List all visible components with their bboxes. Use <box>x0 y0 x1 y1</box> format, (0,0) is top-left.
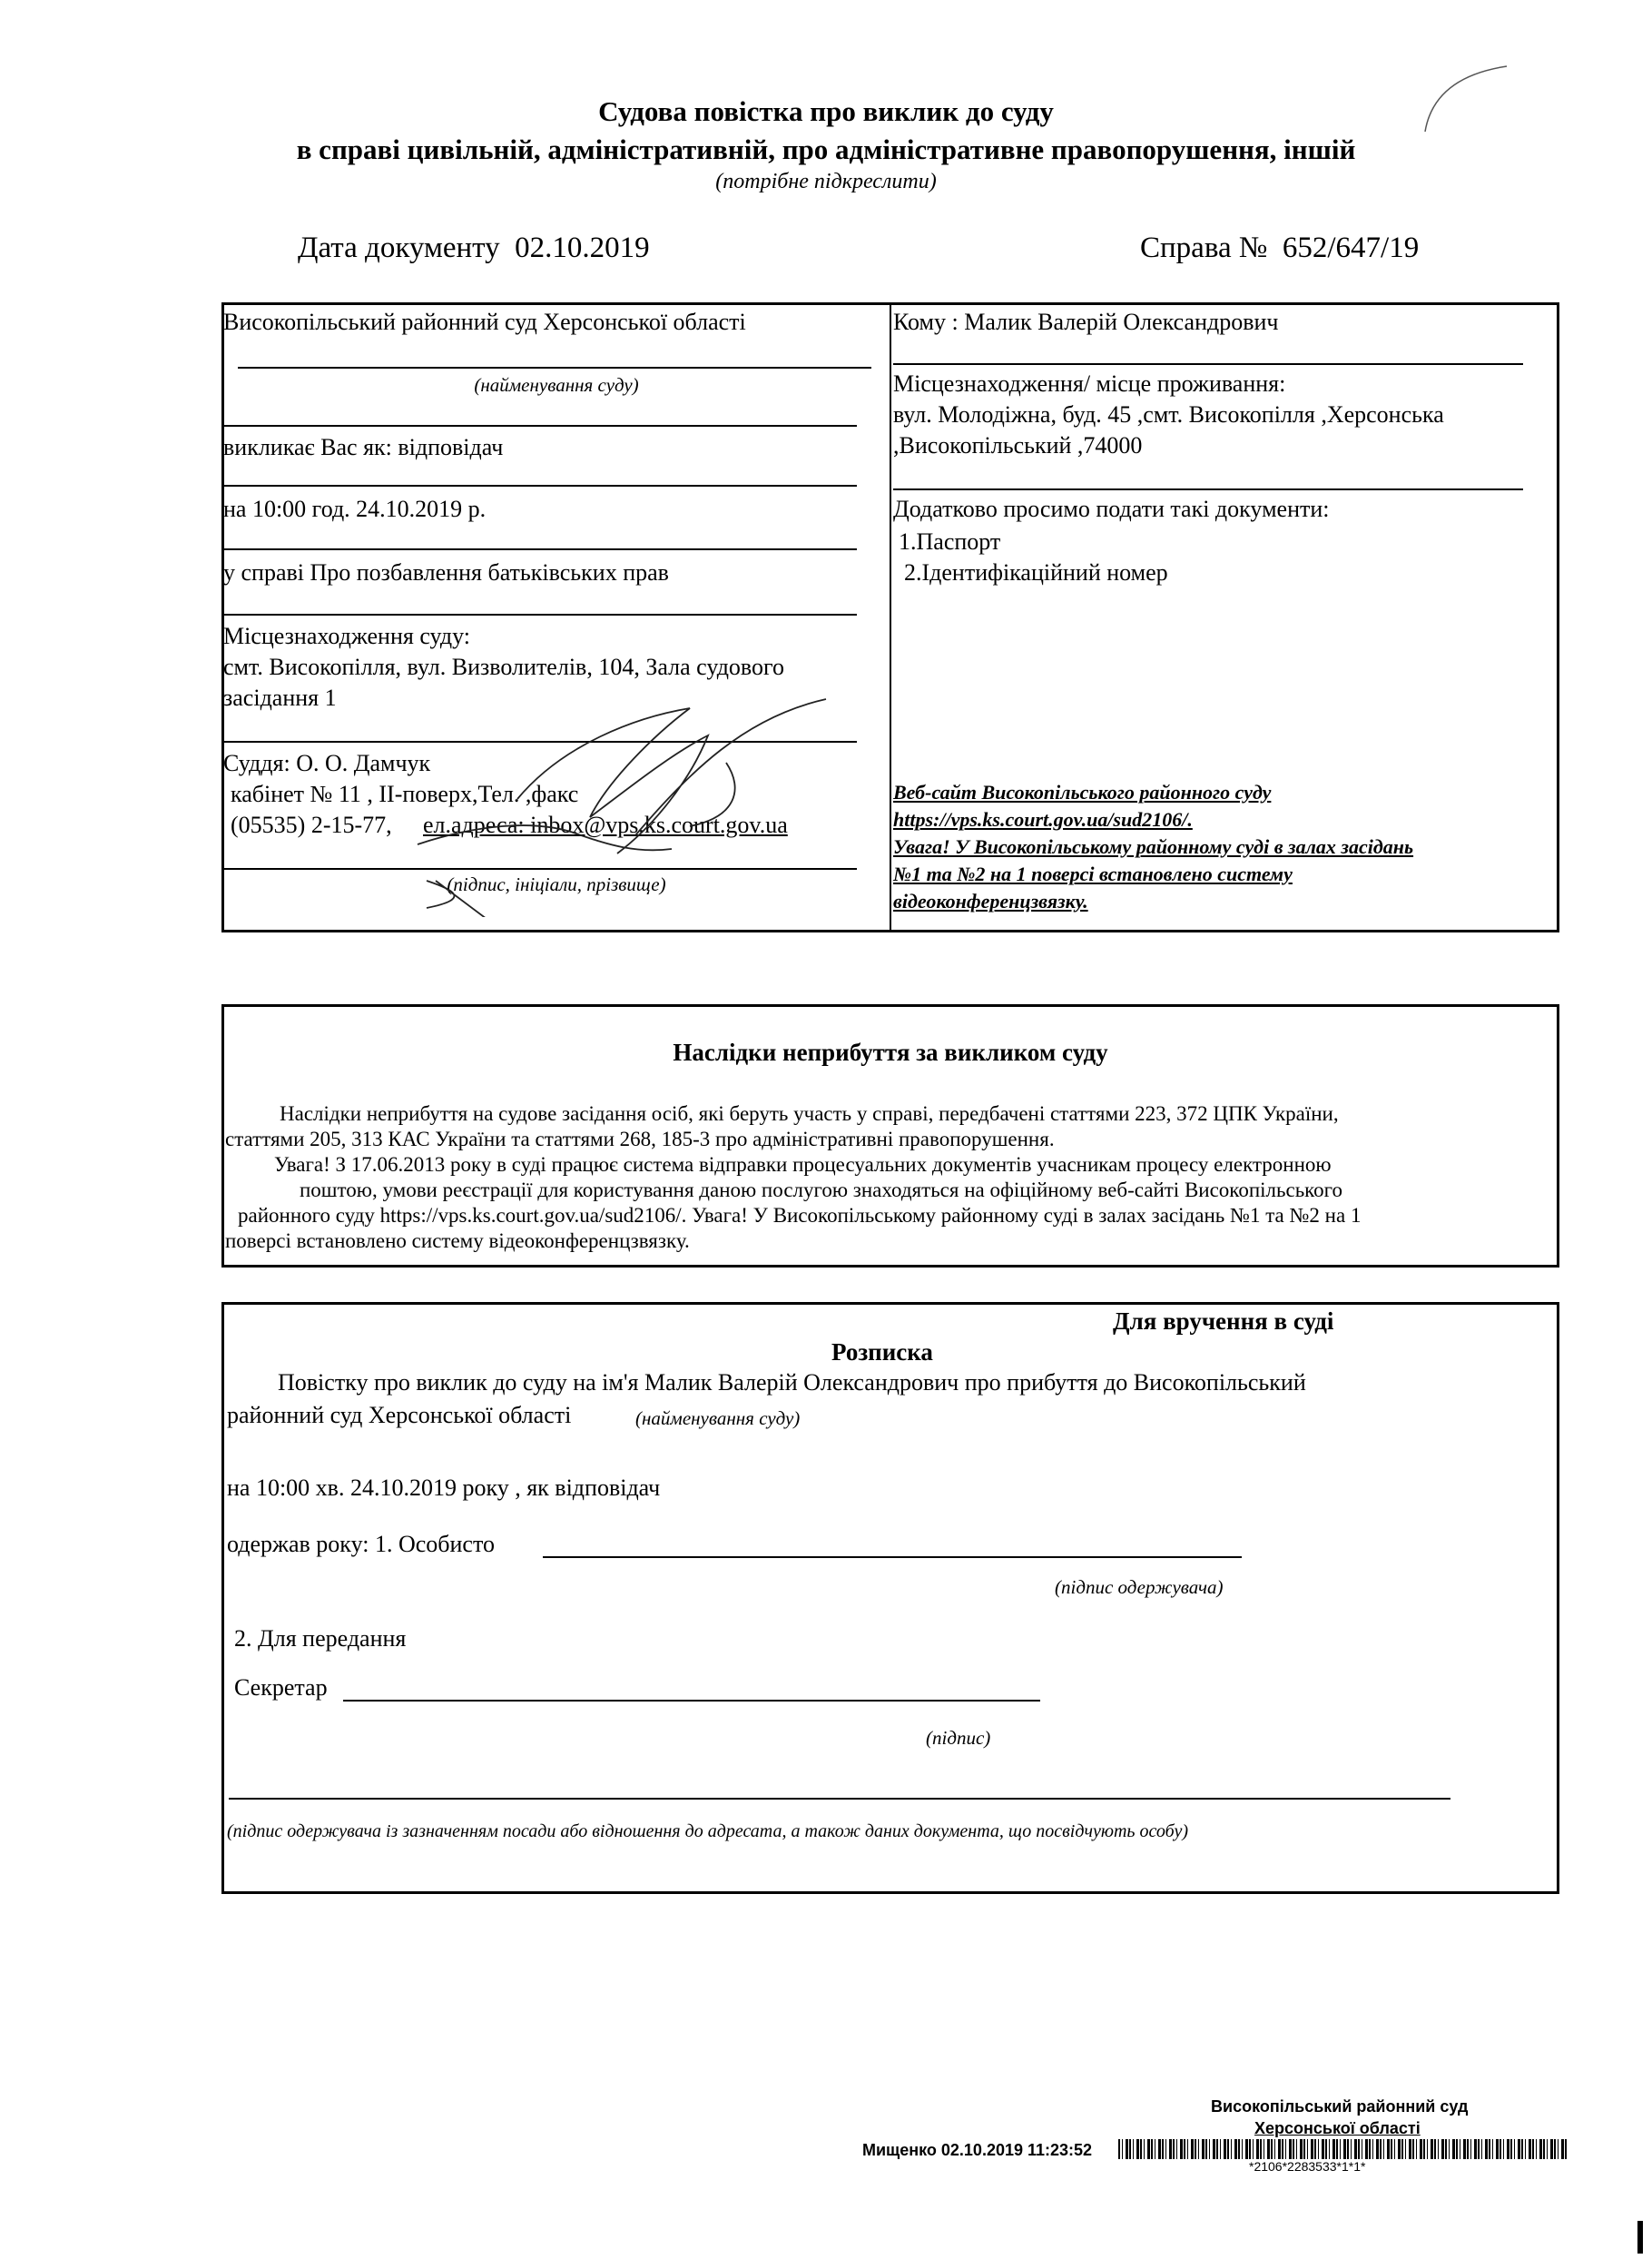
secretary-label: Секретар <box>234 1674 328 1701</box>
page-edge-mark <box>1637 2221 1643 2254</box>
receipt-line1: Повістку прo виклик до суду на ім'я Малик Валерій Олександрович про прибуття дo Високопільський <box>278 1369 1306 1396</box>
receipt-heading: Розписка <box>831 1338 933 1366</box>
video-notice-2: №1 та №2 на 1 поверсі встановлено систему <box>893 863 1293 885</box>
rule <box>543 1556 1242 1558</box>
recipient-sign-note: (підпис одержувача) <box>1055 1576 1224 1598</box>
court-name-note: (найменування суду) <box>474 374 639 396</box>
rule <box>893 488 1523 490</box>
video-notice-1: Увага! У Високопільському районному суді в залах засідань <box>893 835 1414 858</box>
rule <box>223 614 857 616</box>
consequences-line4: поштою, умови реєстрації для користування даною послугою знаходяться на офіційному веб-сайті Високопільського <box>300 1179 1343 1201</box>
receipt-line2: районний суд Херсонської області <box>227 1402 572 1428</box>
barcode-text: *2106*2283533*1*1* <box>1249 2159 1366 2174</box>
receipt-bottom-note: (підпис одержувача із зазначенням посади або відношення до адресата, а також даних документа, що посвідчують особу) <box>227 1821 1188 1841</box>
court-location-label: Місцезнаходження суду: <box>223 623 470 649</box>
title-line-1: Судова повістка про виклик до суду <box>598 95 1054 127</box>
court-name: Високопільський районний суд Херсонської області <box>223 309 746 335</box>
case-label: Справа № <box>1140 232 1268 264</box>
court-phone: (05535) 2-15-77, <box>231 812 392 838</box>
title-line-2: в справі цивільній, адміністративній, про адміністративне правопорушення, іншій <box>296 133 1356 165</box>
website-label: Веб-сайт Високопільського районного суду <box>893 781 1272 804</box>
date-label: Дата документу <box>298 232 500 264</box>
rule <box>223 425 857 427</box>
case-number <box>1140 232 1419 265</box>
judge-name: Суддя: О. О. Дамчук <box>223 750 431 776</box>
consequences-line3: Увага! З 17.06.2013 року в суді працює система відправки процесуальних документів учасникам процесу електронною <box>274 1153 1332 1176</box>
consequences-line2: статтями 205, 313 КАС України та статтями 268, 185-3 про адміністративні правопорушення. <box>225 1128 1055 1150</box>
receipt-line2-note: (найменування суду) <box>635 1407 801 1429</box>
called-as: викликає Вас як: відповідач <box>223 434 504 460</box>
summons-divider <box>890 304 891 931</box>
court-email: ел.адреса: inbox@vps.ks.court.gov.ua <box>423 812 788 838</box>
recipient-name: Кому : Малик Валерій Олександрович <box>893 309 1279 335</box>
consequences-heading: Наслідки неприбуття за викликом суду <box>673 1039 1108 1066</box>
video-notice-3: відеоконференцзвязку. <box>893 890 1088 912</box>
underline-note: (потрібне підкреслити) <box>715 170 937 193</box>
website-link: https://vps.ks.court.gov.ua/sud2106/. <box>893 808 1193 831</box>
received-line: одержав року: 1. Особисто <box>227 1531 495 1557</box>
barcode <box>1118 2139 1568 2159</box>
document-item: 1.Паспорт <box>899 528 1001 555</box>
for-delivery-label: Для вручення в суді <box>1113 1307 1334 1335</box>
rule <box>223 485 857 487</box>
case-subject: у справі Про позбавлення батьківських прав <box>223 559 669 586</box>
rule <box>229 1798 1450 1800</box>
footer-court-line2: Херсонської області <box>1254 2119 1421 2137</box>
rule <box>893 363 1523 365</box>
date-value: 02.10.2019 <box>515 232 650 264</box>
case-value: 652/647/19 <box>1282 232 1420 264</box>
rule <box>238 367 871 369</box>
rule <box>343 1700 1040 1702</box>
for-transfer: 2. Для передання <box>234 1625 407 1652</box>
residence-line1: вул. Молодіжна, буд. 45 ,смт. Високопілля ,Херсонська <box>893 401 1444 428</box>
court-location-line2: засідання 1 <box>223 685 337 711</box>
secretary-sign-note: (підпис) <box>926 1727 991 1749</box>
documents-label: Додатково просимо подати такі документи: <box>893 496 1330 522</box>
judge-signature-icon <box>399 663 871 917</box>
judge-signature-note: (підпис, ініціали, прізвище) <box>447 873 666 895</box>
judge-office: кабінет № 11 , ІІ-поверх,Тел. ,факс <box>231 781 579 807</box>
footer-stamp: Мищенко 02.10.2019 11:23:52 <box>862 2141 1093 2159</box>
document-item: 2.Ідентифікаційний номер <box>904 559 1168 586</box>
hearing-time: на 10:00 год. 24.10.2019 р. <box>223 496 487 522</box>
receipt-time: на 10:00 хв. 24.10.2019 року , як відповідач <box>227 1475 661 1501</box>
rule <box>223 548 857 550</box>
residence-label: Місцезнаходження/ місце проживання: <box>893 370 1286 397</box>
document-date <box>298 232 650 265</box>
consequences-line5: районного суду https://vps.ks.court.gov.ua/sud2106/. Увага! У Високопільському районному суді в залах засідань №1 та №2 на 1 <box>238 1204 1362 1227</box>
footer-court-line1: Високопільський районний суд <box>1211 2097 1469 2116</box>
consequences-line6: поверсі встановлено систему відеоконференцзвязку. <box>225 1229 690 1252</box>
consequences-line1: Наслідки неприбуття на судове засідання осіб, які беруть участь у справі, передбачені статтями 223, 372 ЦПК України, <box>280 1102 1339 1125</box>
residence-line2: ,Високопільський ,74000 <box>893 432 1143 459</box>
court-location-line1: смт. Високопілля, вул. Визволителів, 104, Зала судового <box>223 654 785 680</box>
